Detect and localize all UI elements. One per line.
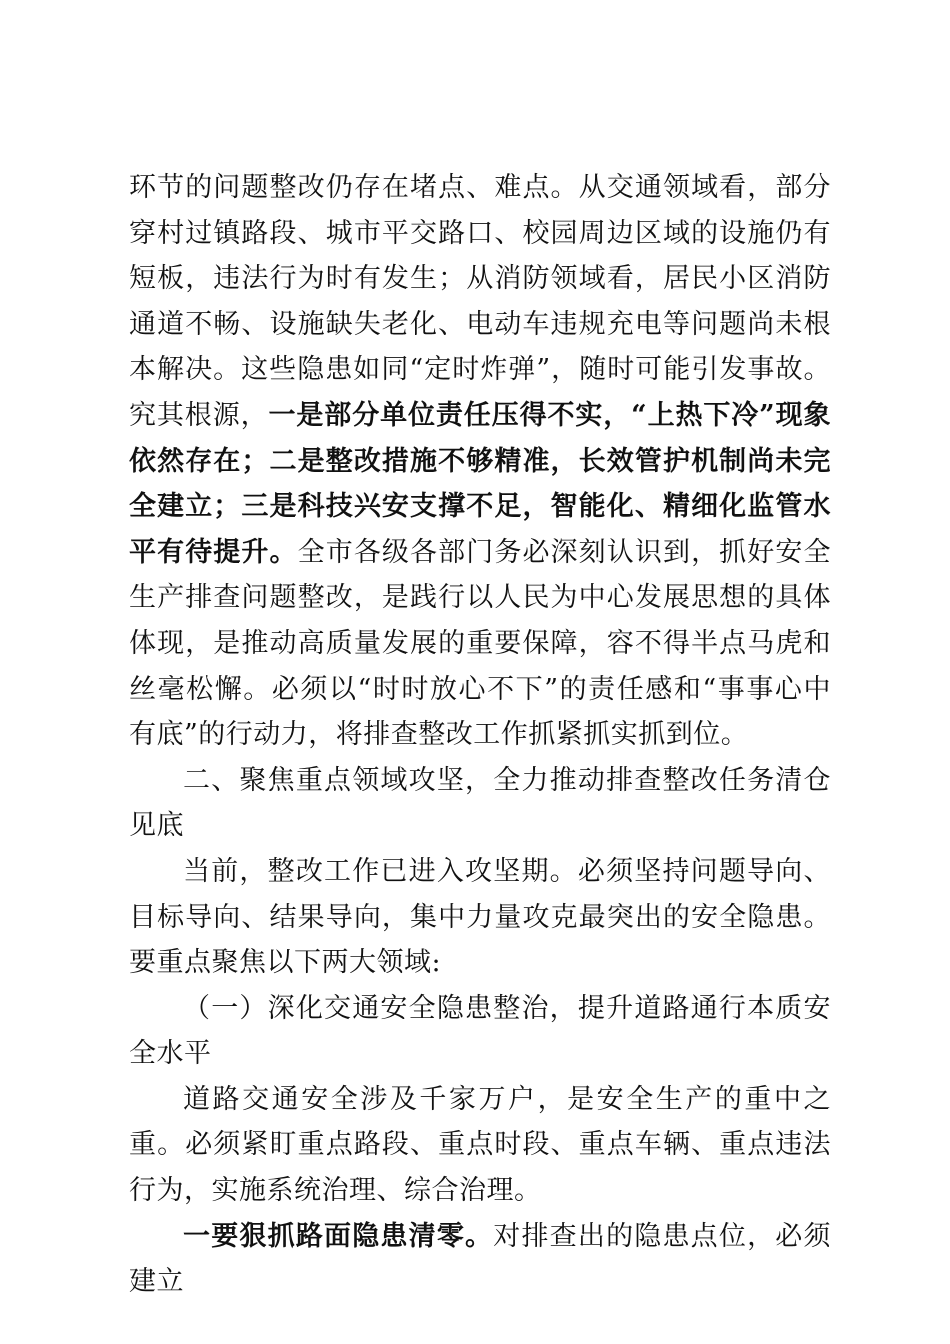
paragraph-root-causes (129, 165, 831, 758)
document-page (129, 165, 831, 1305)
paragraph-lead-bold: 一要狠抓路面隐患清零。 (183, 1220, 494, 1252)
paragraph-traffic-safety: 道路交通安全涉及千家万户，是安全生产的重中之重。必须紧盯重点路段、重点时段、重点车辆、重点违法行为，实施系统治理、综合治理。 (129, 1083, 831, 1207)
paragraph-text-bold-causes: 一是部分单位责任压得不实，“上热下冷”现象依然存在；二是整改措施不够精准，长效管护机制尚未完全建立；三是科技兴安支撑不足，智能化、精细化监管水平有待提升。 (129, 399, 832, 568)
section-heading-2: 二、聚焦重点领域攻坚，全力推动排查整改任务清仓见底 (129, 764, 831, 842)
paragraph-current-stage: 当前，整改工作已进入攻坚期。必须坚持问题导向、目标导向、结果导向，集中力量攻克最突出的安全隐患。要重点聚焦以下两大领域: (129, 855, 831, 979)
paragraph-text-conclusion: 全市各级各部门务必深刻认识到，抓好安全生产排查问题整改，是践行以人民为中心发展思想的具体体现，是推动高质量发展的重要保障，容不得半点马虎和丝毫松懈。必须以“时时放心不下”的责任感和“事事心中有底”的行动力，将排查整改工作抓紧抓实抓到位。 (129, 536, 831, 751)
paragraph-text-intro: 环节的问题整改仍存在堵点、难点。从交通领域看，部分穿村过镇路段、城市平交路口、校园周边区域的设施仍有短板，违法行为时有发生；从消防领域看，居民小区消防通道不畅、设施缺失老化、电动车违规充电等问题尚未根本解决。这些隐患如同“定时炸弹”，随时可能引发事故。究其根源， (129, 172, 831, 431)
paragraph-road-hazards (129, 1214, 831, 1305)
subsection-heading-1: （一）深化交通安全隐患整治，提升道路通行本质安全水平 (129, 992, 831, 1070)
paragraph-lead-rest: 对排查出的隐患点位，必须建立 (129, 1220, 831, 1298)
